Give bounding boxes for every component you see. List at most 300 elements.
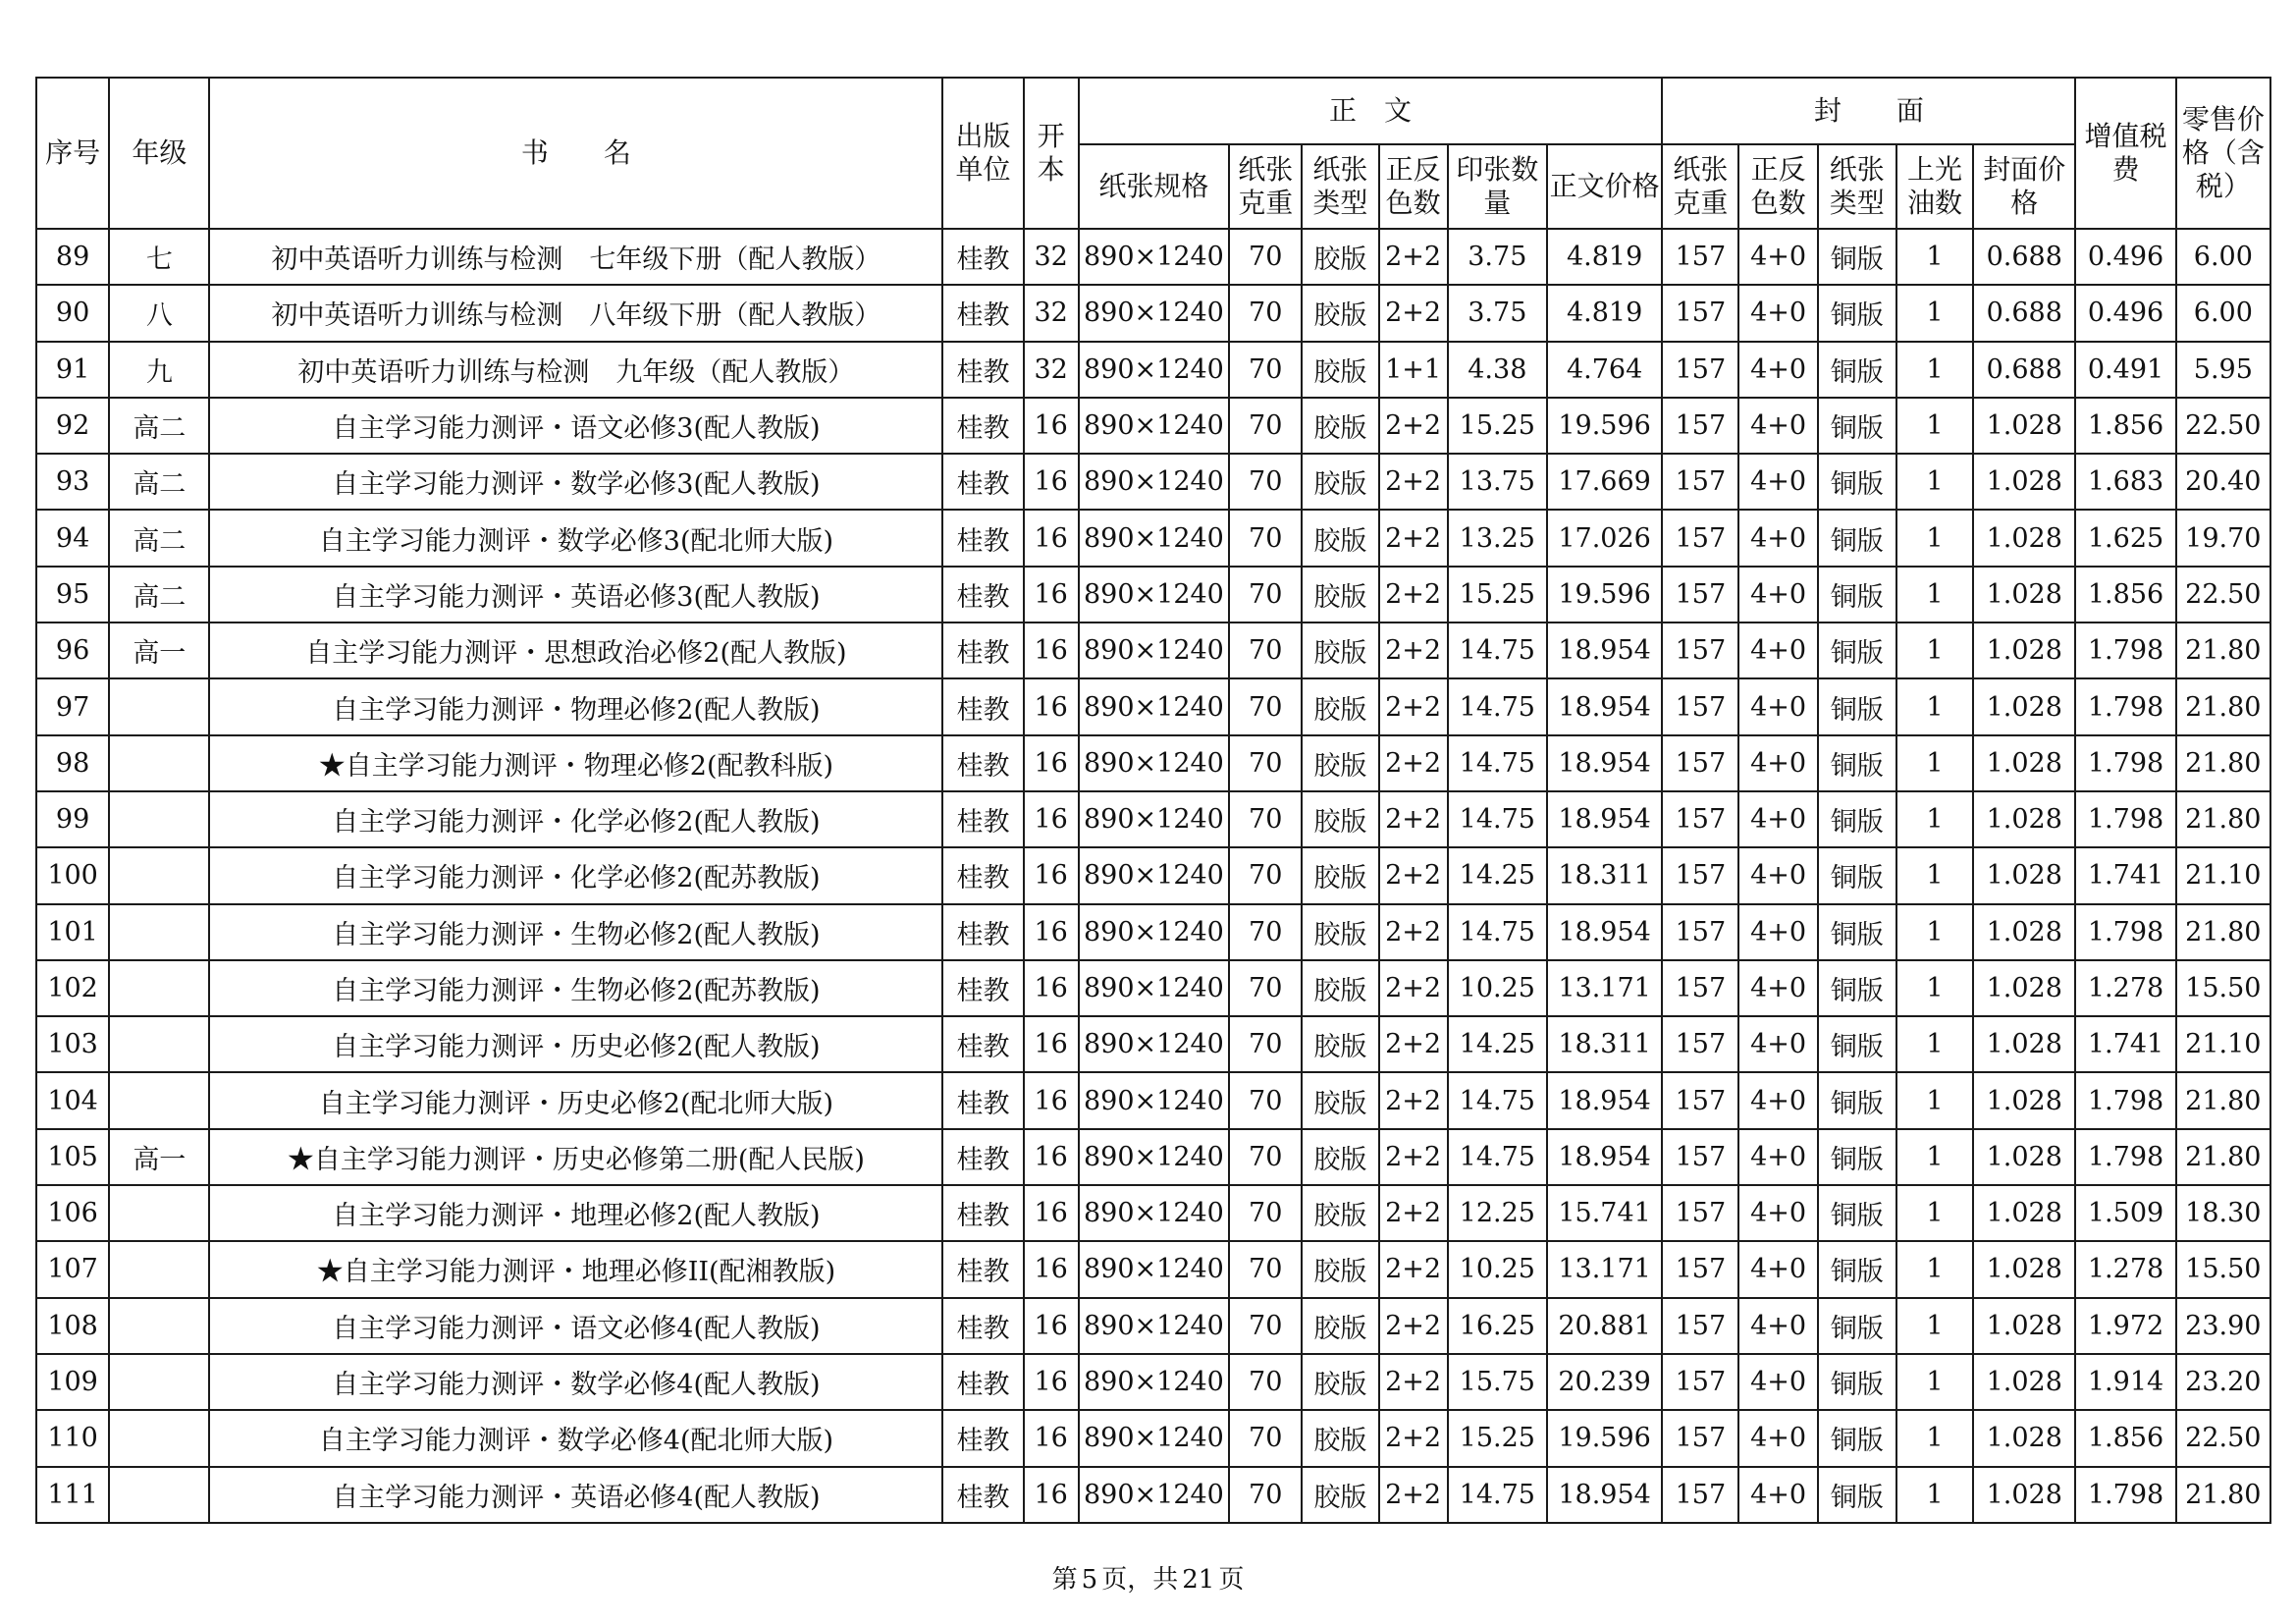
cell-cover-price: 0.688 — [1973, 285, 2075, 341]
cell-cover-weight: 157 — [1662, 398, 1738, 454]
cell-paper-weight: 70 — [1229, 1129, 1302, 1185]
cell-colors: 2+2 — [1379, 229, 1448, 285]
cell-cover-colors: 4+0 — [1738, 678, 1817, 734]
page-footer — [0, 1559, 2296, 1596]
cell-paper-type: 胶版 — [1302, 510, 1378, 566]
cell-grade — [109, 1016, 209, 1072]
cell-cover-weight: 157 — [1662, 678, 1738, 734]
cell-print-sheets: 15.25 — [1448, 398, 1547, 454]
cell-paper-spec: 890×1240 — [1079, 342, 1229, 398]
cell-grade — [109, 1072, 209, 1128]
cell-grade: 九 — [109, 342, 209, 398]
footer-prefix: 第 — [1051, 1565, 1078, 1595]
cell-paper-weight: 70 — [1229, 567, 1302, 623]
table-row — [36, 398, 2270, 454]
cell-colors: 2+2 — [1379, 398, 1448, 454]
cell-paper-type: 胶版 — [1302, 229, 1378, 285]
cell-cover-weight: 157 — [1662, 1298, 1738, 1354]
cell-cover-colors: 4+0 — [1738, 1072, 1817, 1128]
cell-cover-varnish: 1 — [1896, 229, 1973, 285]
cell-cover-price: 1.028 — [1973, 678, 2075, 734]
cell-vat: 1.278 — [2075, 960, 2175, 1016]
cell-format: 16 — [1024, 1241, 1079, 1297]
cell-print-sheets: 3.75 — [1448, 285, 1547, 341]
cell-paper-weight: 70 — [1229, 847, 1302, 903]
cell-colors: 2+2 — [1379, 735, 1448, 791]
cell-cover-varnish: 1 — [1896, 510, 1973, 566]
cell-seq: 96 — [36, 623, 109, 678]
cell-grade — [109, 1467, 209, 1523]
cell-colors: 2+2 — [1379, 904, 1448, 960]
cell-grade — [109, 735, 209, 791]
cell-seq: 97 — [36, 678, 109, 734]
cell-book-name: ★自主学习能力测评・地理必修II(配湘教版) — [209, 1241, 942, 1297]
table-row — [36, 791, 2270, 847]
header-cover-price: 封面价格 — [1973, 144, 2075, 229]
cell-seq: 103 — [36, 1016, 109, 1072]
table-row — [36, 1241, 2270, 1297]
cell-cover-weight: 157 — [1662, 847, 1738, 903]
cell-cover-type: 铜版 — [1818, 510, 1896, 566]
cell-retail-price: 23.20 — [2176, 1354, 2270, 1410]
cell-body-price: 20.239 — [1547, 1354, 1662, 1410]
cell-body-price: 18.954 — [1547, 678, 1662, 734]
cell-book-name: 初中英语听力训练与检测 八年级下册（配人教版） — [209, 285, 942, 341]
cell-cover-varnish: 1 — [1896, 285, 1973, 341]
cell-publisher: 桂教 — [942, 1185, 1023, 1241]
cell-cover-weight: 157 — [1662, 229, 1738, 285]
table-row — [36, 1185, 2270, 1241]
cell-cover-type: 铜版 — [1818, 567, 1896, 623]
cell-grade: 高一 — [109, 1129, 209, 1185]
cell-cover-colors: 4+0 — [1738, 398, 1817, 454]
cell-retail-price: 19.70 — [2176, 510, 2270, 566]
header-body-group: 正 文 — [1079, 78, 1663, 144]
cell-publisher: 桂教 — [942, 1072, 1023, 1128]
cell-cover-varnish: 1 — [1896, 1241, 1973, 1297]
table-row — [36, 342, 2270, 398]
cell-grade — [109, 847, 209, 903]
cell-retail-price: 21.80 — [2176, 1072, 2270, 1128]
cell-body-price: 13.171 — [1547, 1241, 1662, 1297]
cell-paper-weight: 70 — [1229, 285, 1302, 341]
cell-seq: 95 — [36, 567, 109, 623]
cell-paper-type: 胶版 — [1302, 1241, 1378, 1297]
cell-cover-price: 1.028 — [1973, 847, 2075, 903]
cell-paper-type: 胶版 — [1302, 342, 1378, 398]
cell-cover-weight: 157 — [1662, 454, 1738, 510]
cell-paper-weight: 70 — [1229, 1354, 1302, 1410]
cell-paper-spec: 890×1240 — [1079, 904, 1229, 960]
cell-cover-type: 铜版 — [1818, 678, 1896, 734]
cell-cover-varnish: 1 — [1896, 904, 1973, 960]
table-row — [36, 1129, 2270, 1185]
table-row — [36, 285, 2270, 341]
cell-cover-price: 1.028 — [1973, 454, 2075, 510]
table-row — [36, 960, 2270, 1016]
cell-book-name: 自主学习能力测评・英语必修3(配人教版) — [209, 567, 942, 623]
cell-cover-price: 1.028 — [1973, 960, 2075, 1016]
cell-cover-type: 铜版 — [1818, 398, 1896, 454]
cell-cover-varnish: 1 — [1896, 454, 1973, 510]
cell-format: 16 — [1024, 735, 1079, 791]
cell-cover-price: 1.028 — [1973, 1129, 2075, 1185]
cell-format: 16 — [1024, 960, 1079, 1016]
cell-seq: 100 — [36, 847, 109, 903]
cell-publisher: 桂教 — [942, 454, 1023, 510]
cell-colors: 2+2 — [1379, 454, 1448, 510]
header-book-name: 书 名 — [209, 78, 942, 229]
footer-suffix: 页 — [1218, 1565, 1245, 1595]
cell-colors: 2+2 — [1379, 1298, 1448, 1354]
cell-print-sheets: 10.25 — [1448, 1241, 1547, 1297]
cell-print-sheets: 14.75 — [1448, 904, 1547, 960]
cell-cover-colors: 4+0 — [1738, 1467, 1817, 1523]
cell-retail-price: 21.80 — [2176, 1467, 2270, 1523]
cell-publisher: 桂教 — [942, 1241, 1023, 1297]
cell-retail-price: 23.90 — [2176, 1298, 2270, 1354]
cell-paper-weight: 70 — [1229, 398, 1302, 454]
cell-cover-colors: 4+0 — [1738, 623, 1817, 678]
cell-grade: 高二 — [109, 454, 209, 510]
cell-vat: 1.856 — [2075, 1410, 2175, 1466]
cell-colors: 2+2 — [1379, 510, 1448, 566]
cell-print-sheets: 15.75 — [1448, 1354, 1547, 1410]
cell-body-price: 18.311 — [1547, 1016, 1662, 1072]
cell-publisher: 桂教 — [942, 285, 1023, 341]
cell-cover-type: 铜版 — [1818, 229, 1896, 285]
cell-cover-price: 1.028 — [1973, 1072, 2075, 1128]
cell-format: 32 — [1024, 285, 1079, 341]
cell-vat: 1.972 — [2075, 1298, 2175, 1354]
cell-cover-price: 1.028 — [1973, 567, 2075, 623]
cell-print-sheets: 15.25 — [1448, 567, 1547, 623]
cell-colors: 2+2 — [1379, 1241, 1448, 1297]
cell-paper-spec: 890×1240 — [1079, 510, 1229, 566]
cell-cover-varnish: 1 — [1896, 1185, 1973, 1241]
cell-seq: 98 — [36, 735, 109, 791]
cell-grade — [109, 1241, 209, 1297]
cell-book-name: 自主学习能力测评・化学必修2(配人教版) — [209, 791, 942, 847]
cell-vat: 0.491 — [2075, 342, 2175, 398]
cell-format: 16 — [1024, 847, 1079, 903]
cell-paper-weight: 70 — [1229, 454, 1302, 510]
cell-format: 16 — [1024, 454, 1079, 510]
cell-grade — [109, 1410, 209, 1466]
cell-cover-colors: 4+0 — [1738, 342, 1817, 398]
cell-cover-price: 1.028 — [1973, 1298, 2075, 1354]
cell-cover-weight: 157 — [1662, 510, 1738, 566]
cell-cover-weight: 157 — [1662, 1185, 1738, 1241]
cell-cover-colors: 4+0 — [1738, 1298, 1817, 1354]
table-row — [36, 1467, 2270, 1523]
cell-seq: 104 — [36, 1072, 109, 1128]
cell-cover-varnish: 1 — [1896, 342, 1973, 398]
cell-cover-varnish: 1 — [1896, 960, 1973, 1016]
cell-grade: 高二 — [109, 398, 209, 454]
cell-paper-type: 胶版 — [1302, 1072, 1378, 1128]
cell-paper-spec: 890×1240 — [1079, 1298, 1229, 1354]
cell-vat: 1.278 — [2075, 1241, 2175, 1297]
table-row — [36, 229, 2270, 285]
cell-cover-varnish: 1 — [1896, 678, 1973, 734]
table-header — [36, 78, 2270, 229]
cell-print-sheets: 3.75 — [1448, 229, 1547, 285]
cell-colors: 2+2 — [1379, 1467, 1448, 1523]
cell-vat: 1.798 — [2075, 678, 2175, 734]
cell-cover-type: 铜版 — [1818, 1354, 1896, 1410]
cell-print-sheets: 12.25 — [1448, 1185, 1547, 1241]
cell-body-price: 17.026 — [1547, 510, 1662, 566]
cell-cover-colors: 4+0 — [1738, 510, 1817, 566]
table-row — [36, 1016, 2270, 1072]
cell-body-price: 18.954 — [1547, 623, 1662, 678]
cell-retail-price: 22.50 — [2176, 398, 2270, 454]
cell-cover-varnish: 1 — [1896, 1072, 1973, 1128]
cell-paper-spec: 890×1240 — [1079, 1467, 1229, 1523]
cell-format: 16 — [1024, 1072, 1079, 1128]
cell-seq: 90 — [36, 285, 109, 341]
cell-paper-type: 胶版 — [1302, 567, 1378, 623]
cell-cover-type: 铜版 — [1818, 791, 1896, 847]
cell-paper-type: 胶版 — [1302, 398, 1378, 454]
footer-page-number: 5 — [1081, 1565, 1098, 1595]
header-cover-group: 封 面 — [1662, 78, 2075, 144]
cell-vat: 1.798 — [2075, 1129, 2175, 1185]
cell-paper-spec: 890×1240 — [1079, 678, 1229, 734]
cell-cover-colors: 4+0 — [1738, 847, 1817, 903]
cell-cover-varnish: 1 — [1896, 567, 1973, 623]
cell-seq: 93 — [36, 454, 109, 510]
cell-body-price: 4.819 — [1547, 229, 1662, 285]
cell-format: 16 — [1024, 1354, 1079, 1410]
cell-format: 16 — [1024, 398, 1079, 454]
cell-body-price: 13.171 — [1547, 960, 1662, 1016]
cell-seq: 92 — [36, 398, 109, 454]
cell-publisher: 桂教 — [942, 1298, 1023, 1354]
cell-publisher: 桂教 — [942, 1467, 1023, 1523]
table-row — [36, 904, 2270, 960]
cell-paper-type: 胶版 — [1302, 960, 1378, 1016]
cell-vat: 1.798 — [2075, 623, 2175, 678]
cell-print-sheets: 15.25 — [1448, 1410, 1547, 1466]
cell-book-name: 自主学习能力测评・数学必修3(配北师大版) — [209, 510, 942, 566]
cell-cover-colors: 4+0 — [1738, 285, 1817, 341]
cell-cover-weight: 157 — [1662, 960, 1738, 1016]
cell-retail-price: 15.50 — [2176, 960, 2270, 1016]
cell-book-name: 自主学习能力测评・思想政治必修2(配人教版) — [209, 623, 942, 678]
cell-format: 16 — [1024, 791, 1079, 847]
cell-vat: 1.798 — [2075, 1072, 2175, 1128]
cell-grade: 八 — [109, 285, 209, 341]
cell-paper-weight: 70 — [1229, 1016, 1302, 1072]
cell-body-price: 20.881 — [1547, 1298, 1662, 1354]
cell-book-name: 自主学习能力测评・历史必修2(配人教版) — [209, 1016, 942, 1072]
cell-vat: 1.683 — [2075, 454, 2175, 510]
cell-print-sheets: 14.75 — [1448, 1467, 1547, 1523]
cell-body-price: 17.669 — [1547, 454, 1662, 510]
cell-retail-price: 22.50 — [2176, 567, 2270, 623]
cell-cover-colors: 4+0 — [1738, 1129, 1817, 1185]
cell-paper-type: 胶版 — [1302, 623, 1378, 678]
cell-publisher: 桂教 — [942, 229, 1023, 285]
cell-cover-price: 0.688 — [1973, 229, 2075, 285]
cell-paper-spec: 890×1240 — [1079, 847, 1229, 903]
cell-format: 16 — [1024, 1185, 1079, 1241]
table-row — [36, 735, 2270, 791]
cell-format: 16 — [1024, 678, 1079, 734]
cell-publisher: 桂教 — [942, 623, 1023, 678]
cell-cover-varnish: 1 — [1896, 1298, 1973, 1354]
cell-cover-type: 铜版 — [1818, 847, 1896, 903]
cell-book-name: ★自主学习能力测评・物理必修2(配教科版) — [209, 735, 942, 791]
cell-vat: 1.798 — [2075, 904, 2175, 960]
cell-paper-weight: 70 — [1229, 510, 1302, 566]
cell-print-sheets: 13.75 — [1448, 454, 1547, 510]
cell-retail-price: 20.40 — [2176, 454, 2270, 510]
cell-paper-spec: 890×1240 — [1079, 567, 1229, 623]
header-vat: 增值税费 — [2075, 78, 2175, 229]
cell-paper-type: 胶版 — [1302, 847, 1378, 903]
cell-cover-varnish: 1 — [1896, 1354, 1973, 1410]
cell-seq: 94 — [36, 510, 109, 566]
cell-retail-price: 5.95 — [2176, 342, 2270, 398]
cell-paper-spec: 890×1240 — [1079, 1354, 1229, 1410]
cell-cover-weight: 157 — [1662, 567, 1738, 623]
cell-body-price: 18.954 — [1547, 791, 1662, 847]
cell-cover-type: 铜版 — [1818, 1072, 1896, 1128]
table-row — [36, 567, 2270, 623]
cell-cover-price: 1.028 — [1973, 1410, 2075, 1466]
cell-book-name: 自主学习能力测评・语文必修3(配人教版) — [209, 398, 942, 454]
cell-paper-weight: 70 — [1229, 960, 1302, 1016]
cell-paper-type: 胶版 — [1302, 1129, 1378, 1185]
header-cover-paper-type: 纸张类型 — [1818, 144, 1896, 229]
cell-print-sheets: 14.25 — [1448, 847, 1547, 903]
cell-seq: 105 — [36, 1129, 109, 1185]
cell-body-price: 18.311 — [1547, 847, 1662, 903]
cell-paper-weight: 70 — [1229, 735, 1302, 791]
cell-body-price: 18.954 — [1547, 1467, 1662, 1523]
cell-grade — [109, 791, 209, 847]
cell-paper-weight: 70 — [1229, 1185, 1302, 1241]
cell-publisher: 桂教 — [942, 398, 1023, 454]
cell-retail-price: 21.80 — [2176, 904, 2270, 960]
cell-paper-type: 胶版 — [1302, 1298, 1378, 1354]
table-body — [36, 229, 2270, 1523]
cell-retail-price: 6.00 — [2176, 229, 2270, 285]
header-body-colors: 正反色数 — [1379, 144, 1448, 229]
cell-publisher: 桂教 — [942, 960, 1023, 1016]
cell-colors: 2+2 — [1379, 1185, 1448, 1241]
cell-seq: 109 — [36, 1354, 109, 1410]
cell-cover-weight: 157 — [1662, 1354, 1738, 1410]
cell-publisher: 桂教 — [942, 791, 1023, 847]
header-body-print-sheets: 印张数量 — [1448, 144, 1547, 229]
cell-print-sheets: 14.75 — [1448, 678, 1547, 734]
cell-paper-type: 胶版 — [1302, 1354, 1378, 1410]
cell-publisher: 桂教 — [942, 342, 1023, 398]
cell-cover-weight: 157 — [1662, 285, 1738, 341]
cell-book-name: 自主学习能力测评・语文必修4(配人教版) — [209, 1298, 942, 1354]
cell-cover-price: 1.028 — [1973, 1354, 2075, 1410]
table-row — [36, 1410, 2270, 1466]
header-seq: 序号 — [36, 78, 109, 229]
cell-cover-type: 铜版 — [1818, 454, 1896, 510]
cell-cover-weight: 157 — [1662, 904, 1738, 960]
cell-colors: 2+2 — [1379, 1410, 1448, 1466]
cell-format: 16 — [1024, 567, 1079, 623]
header-grade: 年级 — [109, 78, 209, 229]
cell-paper-spec: 890×1240 — [1079, 735, 1229, 791]
cell-format: 16 — [1024, 1129, 1079, 1185]
cell-paper-weight: 70 — [1229, 1410, 1302, 1466]
cell-paper-spec: 890×1240 — [1079, 398, 1229, 454]
cell-seq: 102 — [36, 960, 109, 1016]
cell-vat: 1.741 — [2075, 1016, 2175, 1072]
cell-cover-price: 1.028 — [1973, 1241, 2075, 1297]
cell-grade — [109, 1298, 209, 1354]
table-row — [36, 510, 2270, 566]
cell-retail-price: 21.10 — [2176, 847, 2270, 903]
header-retail-price: 零售价格（含税） — [2176, 78, 2270, 229]
cell-publisher: 桂教 — [942, 567, 1023, 623]
cell-body-price: 18.954 — [1547, 904, 1662, 960]
cell-cover-colors: 4+0 — [1738, 1016, 1817, 1072]
cell-book-name: 自主学习能力测评・数学必修4(配人教版) — [209, 1354, 942, 1410]
header-body-paper-weight: 纸张克重 — [1229, 144, 1302, 229]
cell-publisher: 桂教 — [942, 510, 1023, 566]
cell-retail-price: 21.10 — [2176, 1016, 2270, 1072]
cell-grade — [109, 678, 209, 734]
cell-cover-price: 0.688 — [1973, 342, 2075, 398]
cell-retail-price: 21.80 — [2176, 791, 2270, 847]
footer-mid: 页，共 — [1101, 1565, 1179, 1595]
cell-book-name: 自主学习能力测评・历史必修2(配北师大版) — [209, 1072, 942, 1128]
cell-publisher: 桂教 — [942, 904, 1023, 960]
cell-grade: 高二 — [109, 567, 209, 623]
cell-vat: 1.798 — [2075, 1467, 2175, 1523]
cell-paper-weight: 70 — [1229, 1467, 1302, 1523]
cell-cover-varnish: 1 — [1896, 1016, 1973, 1072]
cell-print-sheets: 13.25 — [1448, 510, 1547, 566]
cell-colors: 2+2 — [1379, 791, 1448, 847]
cell-paper-type: 胶版 — [1302, 904, 1378, 960]
cell-book-name: 自主学习能力测评・数学必修3(配人教版) — [209, 454, 942, 510]
table-row — [36, 623, 2270, 678]
cell-cover-price: 1.028 — [1973, 904, 2075, 960]
cell-cover-colors: 4+0 — [1738, 229, 1817, 285]
cell-format: 16 — [1024, 623, 1079, 678]
cell-cover-varnish: 1 — [1896, 847, 1973, 903]
cell-format: 16 — [1024, 1410, 1079, 1466]
cell-colors: 2+2 — [1379, 960, 1448, 1016]
cell-paper-type: 胶版 — [1302, 1467, 1378, 1523]
cell-cover-varnish: 1 — [1896, 735, 1973, 791]
cell-cover-type: 铜版 — [1818, 1129, 1896, 1185]
cell-colors: 2+2 — [1379, 623, 1448, 678]
cell-paper-weight: 70 — [1229, 1072, 1302, 1128]
cell-body-price: 4.764 — [1547, 342, 1662, 398]
cell-grade: 高二 — [109, 510, 209, 566]
cell-seq: 101 — [36, 904, 109, 960]
cell-paper-spec: 890×1240 — [1079, 1241, 1229, 1297]
cell-seq: 108 — [36, 1298, 109, 1354]
cell-grade — [109, 1185, 209, 1241]
cell-paper-spec: 890×1240 — [1079, 1410, 1229, 1466]
cell-cover-varnish: 1 — [1896, 1129, 1973, 1185]
cell-paper-weight: 70 — [1229, 791, 1302, 847]
